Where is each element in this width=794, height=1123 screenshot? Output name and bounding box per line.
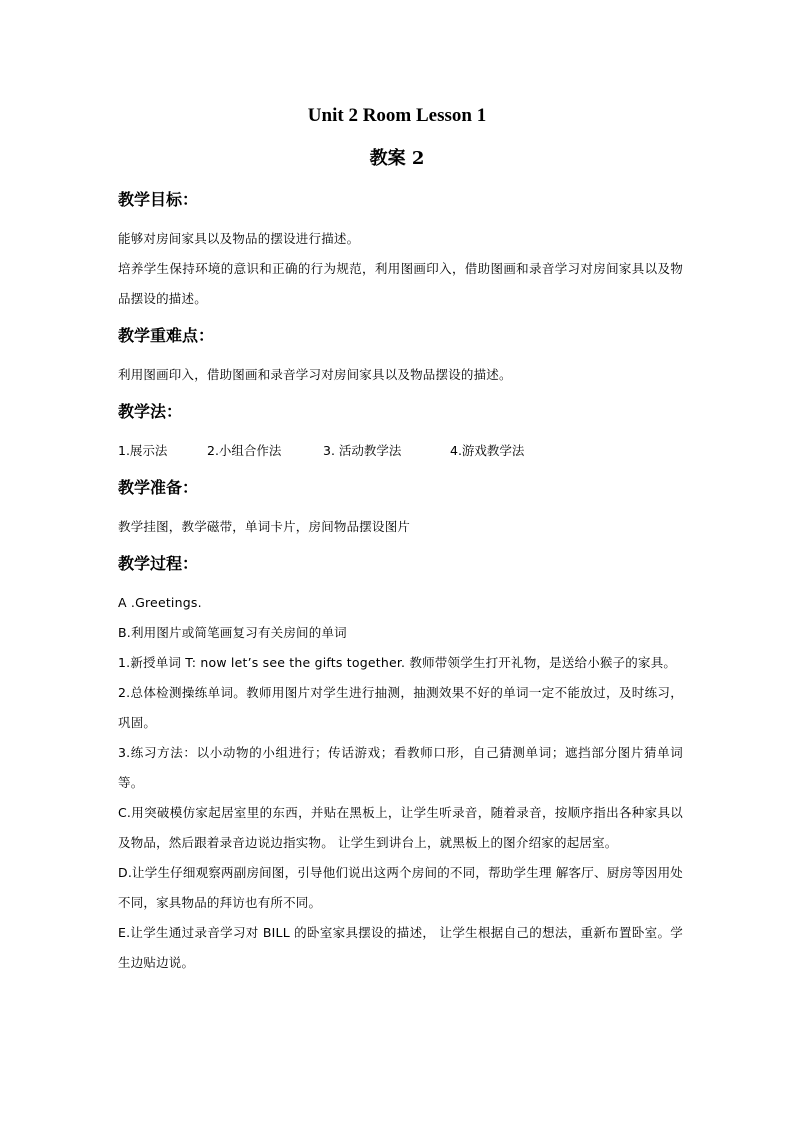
process-paragraph: D.让学生仔细观察两副房间图，引导他们说出这两个房间的不同，帮助学生理 解客厅、厨房等因用处不同，家具物品的拜访也有所不同。 bbox=[118, 865, 683, 910]
key-points-paragraph: 利用图画印入，借助图画和录音学习对房间家具以及物品摆设的描述。 bbox=[118, 367, 512, 382]
goals-paragraph: 培养学生保持环境的意识和正确的行为规范，利用图画印入，借助图画和录音学习对房间家具以及物品摆设的描述。 bbox=[118, 261, 683, 306]
process-paragraph: 1.新授单词 T: now let’s see the gifts together. 教师带领学生打开礼物，是送给小猴子的家具。 bbox=[118, 655, 677, 670]
goals-paragraph: 能够对房间家具以及物品的摆设进行描述。 bbox=[118, 231, 360, 246]
method-item: 3. 活动教学法 bbox=[323, 443, 402, 458]
method-item: 4.游戏教学法 bbox=[450, 443, 525, 458]
preparation-paragraph: 教学挂图，教学磁带，单词卡片，房间物品摆设图片 bbox=[118, 519, 411, 534]
process-paragraph: A .Greetings. bbox=[118, 595, 202, 610]
heading-key-points: 教学重难点： bbox=[118, 326, 215, 345]
process-paragraph: B.利用图片或简笔画复习有关房间的单词 bbox=[118, 625, 347, 640]
process-paragraph: E.让学生通过录音学习对 BILL 的卧室家具摆设的描述， 让学生根据自己的想法，重新布置卧室。学生边贴边说。 bbox=[118, 925, 683, 970]
heading-teaching-goals: 教学目标： bbox=[118, 190, 199, 209]
methods-list bbox=[118, 436, 683, 466]
heading-teaching-process: 教学过程： bbox=[118, 554, 199, 573]
process-paragraph: 2.总体检测操练单词。教师用图片对学生进行抽测，抽测效果不好的单词一定不能放过，及时练习，巩固。 bbox=[118, 685, 683, 730]
process-paragraph: 3.练习方法：以小动物的小组进行；传话游戏；看教师口形，自己猜测单词；遮挡部分图片猜单词等。 bbox=[118, 745, 683, 790]
process-paragraph: C.用突破模仿家起居室里的东西，并贴在黑板上，让学生听录音，随着录音，按顺序指出各种家具以及物品，然后跟着录音边说边指实物。 让学生到讲台上，就黑板上的图介绍家的起居室。 bbox=[118, 805, 683, 850]
method-item: 1.展示法 bbox=[118, 443, 168, 458]
document-title: Unit 2 Room Lesson 1 bbox=[307, 105, 487, 126]
method-item: 2.小组合作法 bbox=[207, 443, 282, 458]
document-body bbox=[118, 186, 683, 978]
heading-preparation: 教学准备： bbox=[118, 478, 199, 497]
heading-teaching-methods: 教学法： bbox=[118, 402, 183, 421]
document-subtitle: 教案 2 bbox=[369, 148, 425, 169]
